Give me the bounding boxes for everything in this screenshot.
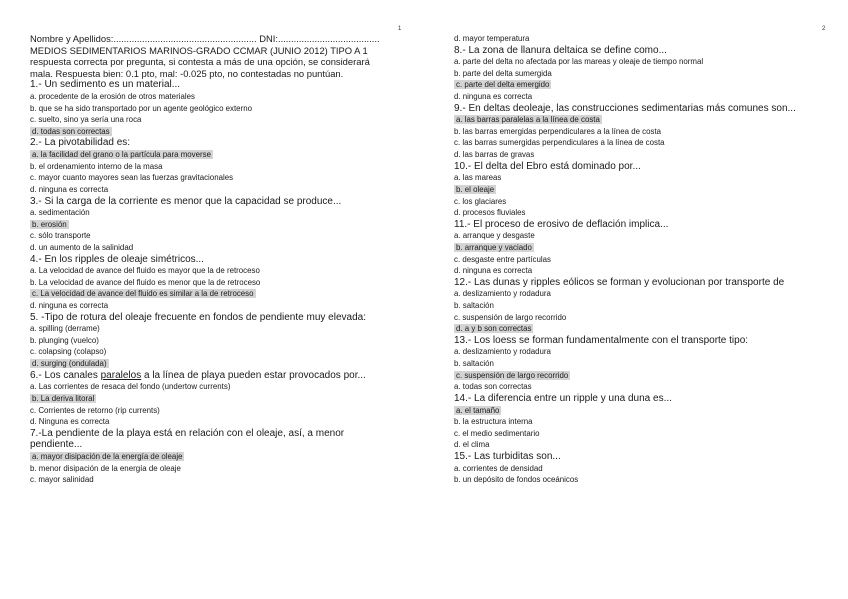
answer-option	[454, 312, 844, 324]
highlighted-answer-option	[454, 370, 844, 382]
line-text: b. saltación	[454, 301, 494, 311]
question-text	[30, 370, 416, 382]
line-text: c. colapsing (colapso)	[30, 347, 107, 357]
answer-option	[454, 207, 844, 219]
line-text: c. desgaste entre partículas	[454, 254, 551, 264]
highlighted-answer-option	[30, 358, 416, 370]
line-text: c. las barras sumergidas perpendiculares a la línea de costa	[454, 138, 665, 148]
line-text: a. arranque y desgaste	[454, 231, 535, 241]
line-text: b. erosión	[32, 219, 67, 229]
line-text: b. menor disipación de la energía de oleaje	[30, 463, 181, 473]
line-text: Nombre y Apellidos:....................................................... DNI:.......................................	[30, 33, 380, 44]
line-text: d. surging (ondulada)	[32, 359, 107, 369]
line-text: 6.- Los canales paralelos a la línea de playa pueden estar provocados por...	[30, 369, 366, 381]
highlighted-answer-option	[454, 114, 844, 126]
answer-option	[454, 381, 844, 393]
answer-option	[30, 474, 416, 486]
question-text	[454, 103, 844, 115]
line-text: b. un depósito de fondos oceánicos	[454, 475, 579, 485]
line-text: 2.- La pivotabilidad es:	[30, 137, 131, 149]
line-text: a. corrientes de densidad	[454, 463, 543, 473]
line-text: b. que se ha sido transportado por un agente geológico externo	[30, 103, 252, 113]
line-text: b. la estructura interna	[454, 417, 533, 427]
question-text	[454, 393, 844, 405]
line-text: 4.- En los ripples de oleaje simétricos...	[30, 253, 204, 265]
answer-option	[454, 196, 844, 208]
line-text: 10.- El delta del Ebro está dominado por...	[454, 160, 641, 172]
line-text: d. a y b son correctas	[456, 324, 532, 334]
answer-option	[454, 439, 844, 451]
line-text: a. todas son correctas	[454, 382, 532, 392]
question-text	[454, 451, 844, 463]
answer-option	[30, 230, 416, 242]
exam-header-line	[30, 33, 416, 45]
answer-option	[454, 358, 844, 370]
line-text: 13.- Los loess se forman fundamentalmente con el transporte tipo:	[454, 334, 749, 346]
highlighted-answer-option	[30, 393, 416, 405]
line-text: 15.- Las turbiditas son...	[454, 450, 561, 462]
answer-option	[30, 207, 416, 219]
page-number: 1	[398, 26, 402, 32]
highlighted-answer-option	[30, 288, 416, 300]
line-text: a. parte del delta no afectada por las mareas y oleaje de tiempo normal	[454, 57, 704, 67]
highlighted-answer-option	[30, 149, 416, 161]
answer-option	[454, 463, 844, 475]
answer-option	[454, 300, 844, 312]
line-text: c. suelto, sino ya sería una roca	[30, 115, 142, 125]
line-text: d. un aumento de la salinidad	[30, 242, 134, 252]
underlined-word: paralelos	[100, 369, 142, 381]
question-text	[30, 79, 416, 91]
question-text	[30, 428, 416, 440]
highlighted-answer-option	[454, 405, 844, 417]
line-text: d. el clima	[454, 440, 490, 450]
line-text: d. ninguna es correcta	[454, 266, 533, 276]
line-text: d. las barras de gravas	[454, 150, 535, 160]
highlighted-answer-option	[454, 323, 844, 335]
page-1-text-column	[30, 33, 416, 486]
question-text	[30, 254, 416, 266]
page-number: 2	[822, 26, 826, 32]
answer-option	[454, 91, 844, 103]
question-text	[30, 439, 416, 451]
line-text: b. La velocidad de avance del fluido es menor que la de retroceso	[30, 277, 261, 287]
exam-page-2	[424, 0, 848, 599]
line-text: 8.- La zona de llanura deltaica se define como...	[454, 44, 667, 56]
highlighted-answer-option	[454, 184, 844, 196]
line-text: c. suspensión de largo recorrido	[454, 312, 567, 322]
answer-option	[454, 137, 844, 149]
answer-option	[30, 184, 416, 196]
line-text: b. el oleaje	[456, 184, 495, 194]
line-text: MEDIOS SEDIMENTARIOS MARINOS-GRADO CCMAR (JUNIO 2012) TIPO A 1	[30, 44, 368, 56]
answer-option	[454, 126, 844, 138]
line-text: c. suspensión de largo recorrido	[456, 370, 569, 380]
line-text: d. procesos fluviales	[454, 208, 526, 218]
exam-header-line	[30, 56, 416, 68]
line-text: d. ninguna es correcta	[454, 92, 533, 102]
line-text: c. sólo transporte	[30, 231, 91, 241]
line-text: d. ninguna es correcta	[30, 184, 109, 194]
question-text	[454, 45, 844, 57]
line-text: a. deslizamiento y rodadura	[454, 347, 551, 357]
highlighted-answer-option	[454, 242, 844, 254]
answer-option	[30, 103, 416, 115]
highlighted-answer-option	[30, 126, 416, 138]
answer-option	[30, 381, 416, 393]
line-text: b. arranque y vaciado	[456, 242, 532, 252]
answer-option	[30, 265, 416, 277]
answer-option	[454, 254, 844, 266]
question-text	[30, 196, 416, 208]
answer-option	[454, 56, 844, 68]
question-text	[454, 335, 844, 347]
line-text: d. mayor temperatura	[454, 34, 530, 43]
line-text: d. ninguna es correcta	[30, 301, 109, 311]
question-text	[454, 277, 844, 289]
line-text: a. spilling (derrame)	[30, 324, 100, 334]
answer-option	[454, 33, 844, 45]
line-text: b. La deriva litoral	[32, 393, 95, 403]
line-text: a. las mareas	[454, 173, 502, 183]
line-text: 7.-La pendiente de la playa está en relación con el oleaje, así, a menor	[30, 427, 345, 439]
line-text: a. procedente de la erosión de otros materiales	[30, 92, 195, 102]
answer-option	[454, 149, 844, 161]
answer-option	[454, 68, 844, 80]
answer-option	[30, 91, 416, 103]
answer-option	[30, 161, 416, 173]
answer-option	[30, 242, 416, 254]
question-text	[30, 137, 416, 149]
line-text: b. parte del delta sumergida	[454, 68, 552, 78]
answer-option	[454, 230, 844, 242]
line-text: mala. Respuesta bien: 0.1 pto, mal: -0.025 pto, no contestadas no puntúan.	[30, 67, 344, 79]
line-text: d. Ninguna es correcta	[30, 417, 110, 427]
highlighted-answer-option	[454, 79, 844, 91]
highlighted-answer-option	[30, 219, 416, 231]
answer-option	[30, 416, 416, 428]
answer-option	[30, 114, 416, 126]
answer-option	[454, 172, 844, 184]
line-text: a. sedimentación	[30, 208, 90, 218]
line-text: 1.- Un sedimento es un material...	[30, 79, 181, 91]
answer-option	[30, 172, 416, 184]
line-text: 12.- Las dunas y ripples eólicos se forman y evolucionan por transporte de	[454, 276, 785, 288]
line-text: c. mayor salinidad	[30, 475, 94, 485]
line-text: b. plunging (vuelco)	[30, 335, 99, 345]
answer-option	[454, 474, 844, 486]
line-text: c. Corrientes de retorno (rip currents)	[30, 405, 160, 415]
question-text	[454, 161, 844, 173]
line-text: a. La velocidad de avance del fluido es mayor que la de retroceso	[30, 266, 260, 276]
line-text: 3.- Si la carga de la corriente es menor que la capacidad se produce...	[30, 195, 342, 207]
line-text: b. las barras emergidas perpendiculares a la línea de costa	[454, 126, 662, 136]
line-text: 11.- El proceso de erosivo de deflación implica...	[454, 218, 669, 230]
line-text: a. deslizamiento y rodadura	[454, 289, 551, 299]
exam-header-line	[30, 68, 416, 80]
line-text: a. el tamaño	[456, 405, 500, 415]
answer-option	[454, 428, 844, 440]
line-text: d. todas son correctas	[32, 126, 110, 136]
answer-option	[30, 346, 416, 358]
line-text: a. Las corrientes de resaca del fondo (undertow currents)	[30, 382, 231, 392]
question-text	[454, 219, 844, 231]
line-text: a. las barras paralelas a la línea de costa	[456, 115, 600, 125]
line-text: 5. -Tipo de rotura del oleaje frecuente en fondos de pendiente muy elevada:	[30, 311, 366, 323]
answer-option	[454, 346, 844, 358]
line-text: 9.- En deltas deoleaje, las construcciones sedimentarias más comunes son...	[454, 102, 796, 114]
line-text: b. saltación	[454, 359, 494, 369]
page-2-text-column	[454, 33, 844, 486]
answer-option	[30, 463, 416, 475]
line-text: a. mayor disipación de la energía de oleaje	[32, 451, 183, 461]
line-text: c. el medio sedimentario	[454, 428, 540, 438]
line-text: a. la facilidad del grano o la partícula para moverse	[32, 150, 211, 160]
line-text: 14.- La diferencia entre un ripple y una duna es...	[454, 392, 672, 404]
line-text: respuesta correcta por pregunta, si contesta a más de una opción, se considerará	[30, 56, 370, 68]
line-text: c. La velocidad de avance del fluido es similar a la de retroceso	[32, 289, 254, 299]
answer-option	[30, 300, 416, 312]
answer-option	[454, 416, 844, 428]
line-text: c. parte del delta emergido	[456, 80, 550, 90]
line-text: pendiente...	[30, 439, 83, 451]
line-text: c. mayor cuanto mayores sean las fuerzas gravitacionales	[30, 173, 234, 183]
answer-option	[454, 288, 844, 300]
line-text: b. el ordenamiento interno de la masa	[30, 161, 163, 171]
highlighted-answer-option	[30, 451, 416, 463]
answer-option	[454, 265, 844, 277]
line-text: c. los glaciares	[454, 196, 507, 206]
exam-header-line	[30, 45, 416, 57]
answer-option	[30, 277, 416, 289]
question-text	[30, 312, 416, 324]
answer-option	[30, 323, 416, 335]
answer-option	[30, 335, 416, 347]
answer-option	[30, 405, 416, 417]
